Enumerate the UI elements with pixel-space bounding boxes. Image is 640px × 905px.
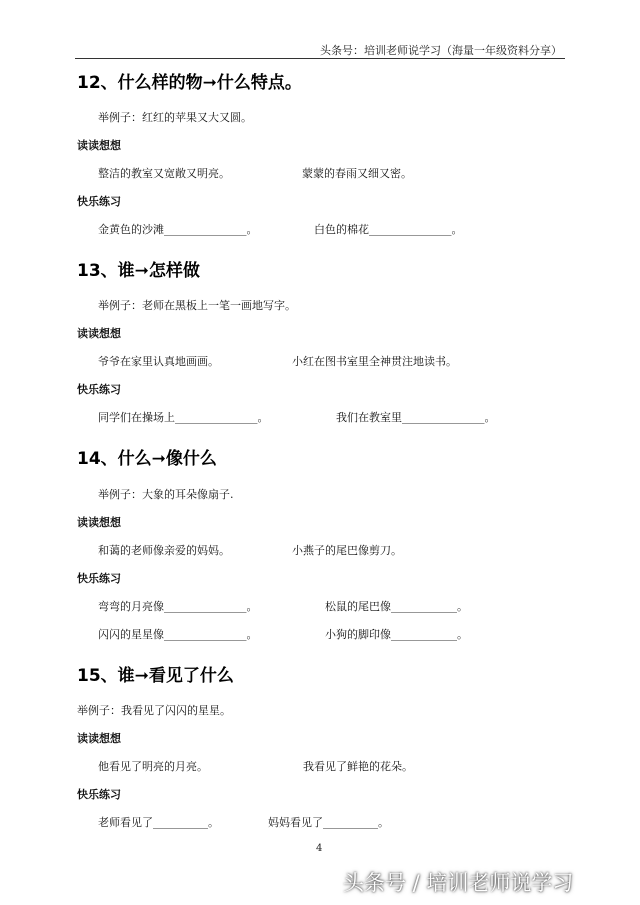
practice-item: 弯弯的月亮像_______________。 xyxy=(98,600,258,613)
practice-label: 快乐练习 xyxy=(77,788,121,801)
page-number: 4 xyxy=(316,843,323,854)
practice-item: 老师看见了__________。 xyxy=(98,816,219,829)
example-sentence: 举例子：红红的苹果又大又圆。 xyxy=(98,111,252,124)
read-item: 他看见了明亮的月亮。 xyxy=(98,760,208,773)
practice-label: 快乐练习 xyxy=(77,572,121,585)
section-title: 15、谁➞看见了什么 xyxy=(77,666,234,686)
example-sentence: 举例子：我看见了闪闪的星星。 xyxy=(77,704,231,717)
read-item: 爷爷在家里认真地画画。 xyxy=(98,355,219,368)
read-item: 蒙蒙的春雨又细又密。 xyxy=(302,167,412,180)
practice-item: 小狗的脚印像____________。 xyxy=(325,628,468,641)
page-header: 头条号：培训老师说学习（海量一年级资料分享） xyxy=(320,44,562,57)
section-title: 13、谁➞怎样做 xyxy=(77,261,200,281)
read-item: 和蔼的老师像亲爱的妈妈。 xyxy=(98,544,230,557)
example-sentence: 举例子：老师在黑板上一笔一画地写字。 xyxy=(98,299,296,312)
practice-label: 快乐练习 xyxy=(77,383,121,396)
practice-item: 松鼠的尾巴像____________。 xyxy=(325,600,468,613)
header-divider xyxy=(75,58,565,59)
read-item: 小红在图书室里全神贯注地读书。 xyxy=(292,355,457,368)
read-item: 小燕子的尾巴像剪刀。 xyxy=(292,544,402,557)
practice-label: 快乐练习 xyxy=(77,195,121,208)
read-think-label: 读读想想 xyxy=(77,516,121,529)
read-think-label: 读读想想 xyxy=(77,327,121,340)
section-title: 14、什么➞像什么 xyxy=(77,449,217,469)
practice-item: 金黄色的沙滩_______________。 xyxy=(98,223,258,236)
read-item: 整洁的教室又宽敞又明亮。 xyxy=(98,167,230,180)
read-think-label: 读读想想 xyxy=(77,732,121,745)
practice-item: 白色的棉花_______________。 xyxy=(314,223,463,236)
section-title: 12、什么样的物➞什么特点。 xyxy=(77,73,302,93)
practice-item: 妈妈看见了__________。 xyxy=(268,816,389,829)
example-sentence: 举例子：大象的耳朵像扇子. xyxy=(98,488,234,501)
practice-item: 同学们在操场上_______________。 xyxy=(98,411,269,424)
practice-item: 闪闪的星星像_______________。 xyxy=(98,628,258,641)
read-think-label: 读读想想 xyxy=(77,139,121,152)
practice-item: 我们在教室里_______________。 xyxy=(336,411,496,424)
read-item: 我看见了鲜艳的花朵。 xyxy=(303,760,413,773)
watermark: 头条号 / 培训老师说学习 xyxy=(343,871,574,895)
